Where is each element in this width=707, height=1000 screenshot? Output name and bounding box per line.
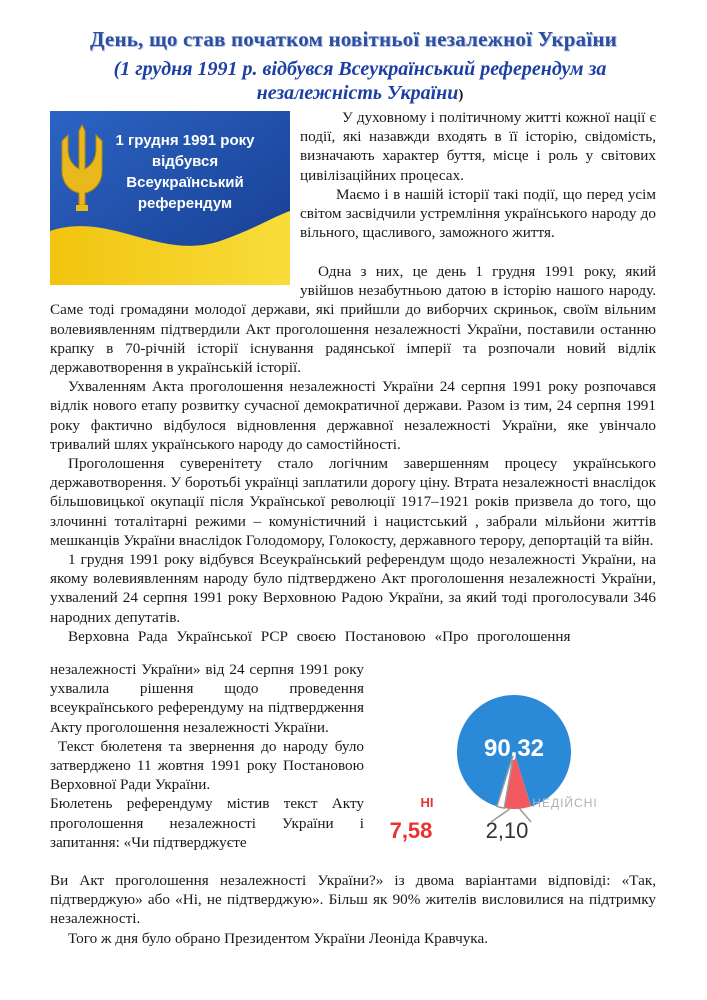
label-yes-category: ТАК: [497, 697, 523, 712]
text-block-main: [50, 262, 656, 646]
paragraph-5: Проголошення суверенітету стало логічним завершенням процесу українського державотворення. У боротьбі українці заплатили дорогу ціну. Втрата незалежності внаслідок більшовицької окупації після Української революції 1917–1921 років призвела до того, що злочинні тоталітарні режими – комуністичний і нацистський , забрали мільйони життів мешканців України внаслідок Голодомору, Голокосту, державного терору, депортацій та війн.: [50, 455, 656, 549]
paragraph-4: Ухваленням Акта проголошення незалежності України 24 серпня 1991 року розпочався відлік нового етапу розвитку сучасної демократичної держави. Разом із тим, 24 серпня 1991 року фактично відбулося відновлення державної незалежності України, яке увінчало тривалий шлях українського народу до самостійності.: [50, 378, 656, 453]
paragraph-1: У духовному і політичному житті кожної нації є події, які назавжди входять в її історію, свідомість, визначають характер буття, місце і роль у світових цивілізаційних процесах.: [300, 109, 656, 184]
paragraph-3: Одна з них, це день 1 грудня 1991 року, який увійшов незабутньою датою в історію нашого народу. Саме тоді громадяни молодої держави, які прийшли до виборчих скриньок, своїм вільним волевиявленням підтвердили Акт проголошення незалежності України, поставили останню крапку в 70-річній історії існування радянської імперії та розпочали новий відлік державотворення в українській історії.: [50, 263, 656, 377]
paragraph-10: Того ж дня було обрано Президентом України Леоніда Кравчука.: [68, 929, 488, 947]
text-block-top: [300, 108, 656, 242]
banner-graphic: [50, 111, 290, 285]
label-invalid-category: НЕДІЙСНІ: [532, 796, 598, 810]
text-block-bottom: [50, 871, 656, 948]
banner-line-2: відбувся: [151, 153, 219, 170]
paragraph-7-line: Верховна Рада Української РСР своєю Постановою «Про проголошення: [68, 627, 571, 645]
label-no-category: НІ: [420, 795, 434, 810]
label-invalid-value: 2,10: [485, 818, 529, 843]
page-title: День, що став початком новітньої незалежної України: [90, 27, 617, 51]
banner-line-4: референдум: [137, 195, 233, 212]
referendum-pie-chart: [383, 690, 645, 855]
paragraph-2: Маємо і в нашій історії такі події, що перед усім світом засвідчили устремління українського народу до вільного, щасливого, заможного життя.: [300, 185, 656, 242]
subtitle-open-paren: (: [113, 58, 121, 80]
page-subtitle: [60, 57, 660, 107]
text-block-left-column: [50, 660, 364, 852]
referendum-banner: [50, 111, 290, 285]
paragraph-6: 1 грудня 1991 року відбувся Всеукраїнський референдум щодо незалежності України, на якому волевиявленням народу було підтверджено Акт проголошення незалежності України, ухвалений 24 серпня 1991 року Верховною Радою України, за який тоді проголосували 346 народних депутатів.: [50, 551, 656, 626]
label-yes-value: 90,32: [483, 735, 545, 762]
paragraph-9-end: Ви Акт проголошення незалежності України?» із двома варіантами відповіді: «Так, підтверджую» або «Ні, не підтверджую». Більш як 90% жителів висловилися на підтримку незалежності.: [50, 872, 656, 928]
label-no-value: 7,58: [389, 818, 433, 843]
banner-line-1: 1 грудня 1991 року: [115, 132, 255, 149]
subtitle-text: 1 грудня 1991 р. відбувся Всеукраїнський референдум за незалежність України: [120, 58, 607, 104]
paragraph-8: Текст бюлетеня та звернення до народу було затверджено 11 жовтня 1991 року Постановою Верховної Ради України.: [50, 737, 364, 794]
banner-wrap-spacer: [50, 262, 300, 300]
banner-line-3: Всеукраїнський: [126, 174, 244, 191]
paragraph-9-start: Бюлетень референдуму містив текст Акту проголошення незалежності України і запитання: «Чи підтверджуєте: [50, 795, 364, 851]
paragraph-7-rest: незалежності України» від 24 серпня 1991 року ухвалила рішення щодо проведення всеукраїнського референдуму на підтвердження Акту проголошення незалежності України.: [50, 661, 364, 736]
subtitle-close-paren: ): [458, 87, 464, 103]
